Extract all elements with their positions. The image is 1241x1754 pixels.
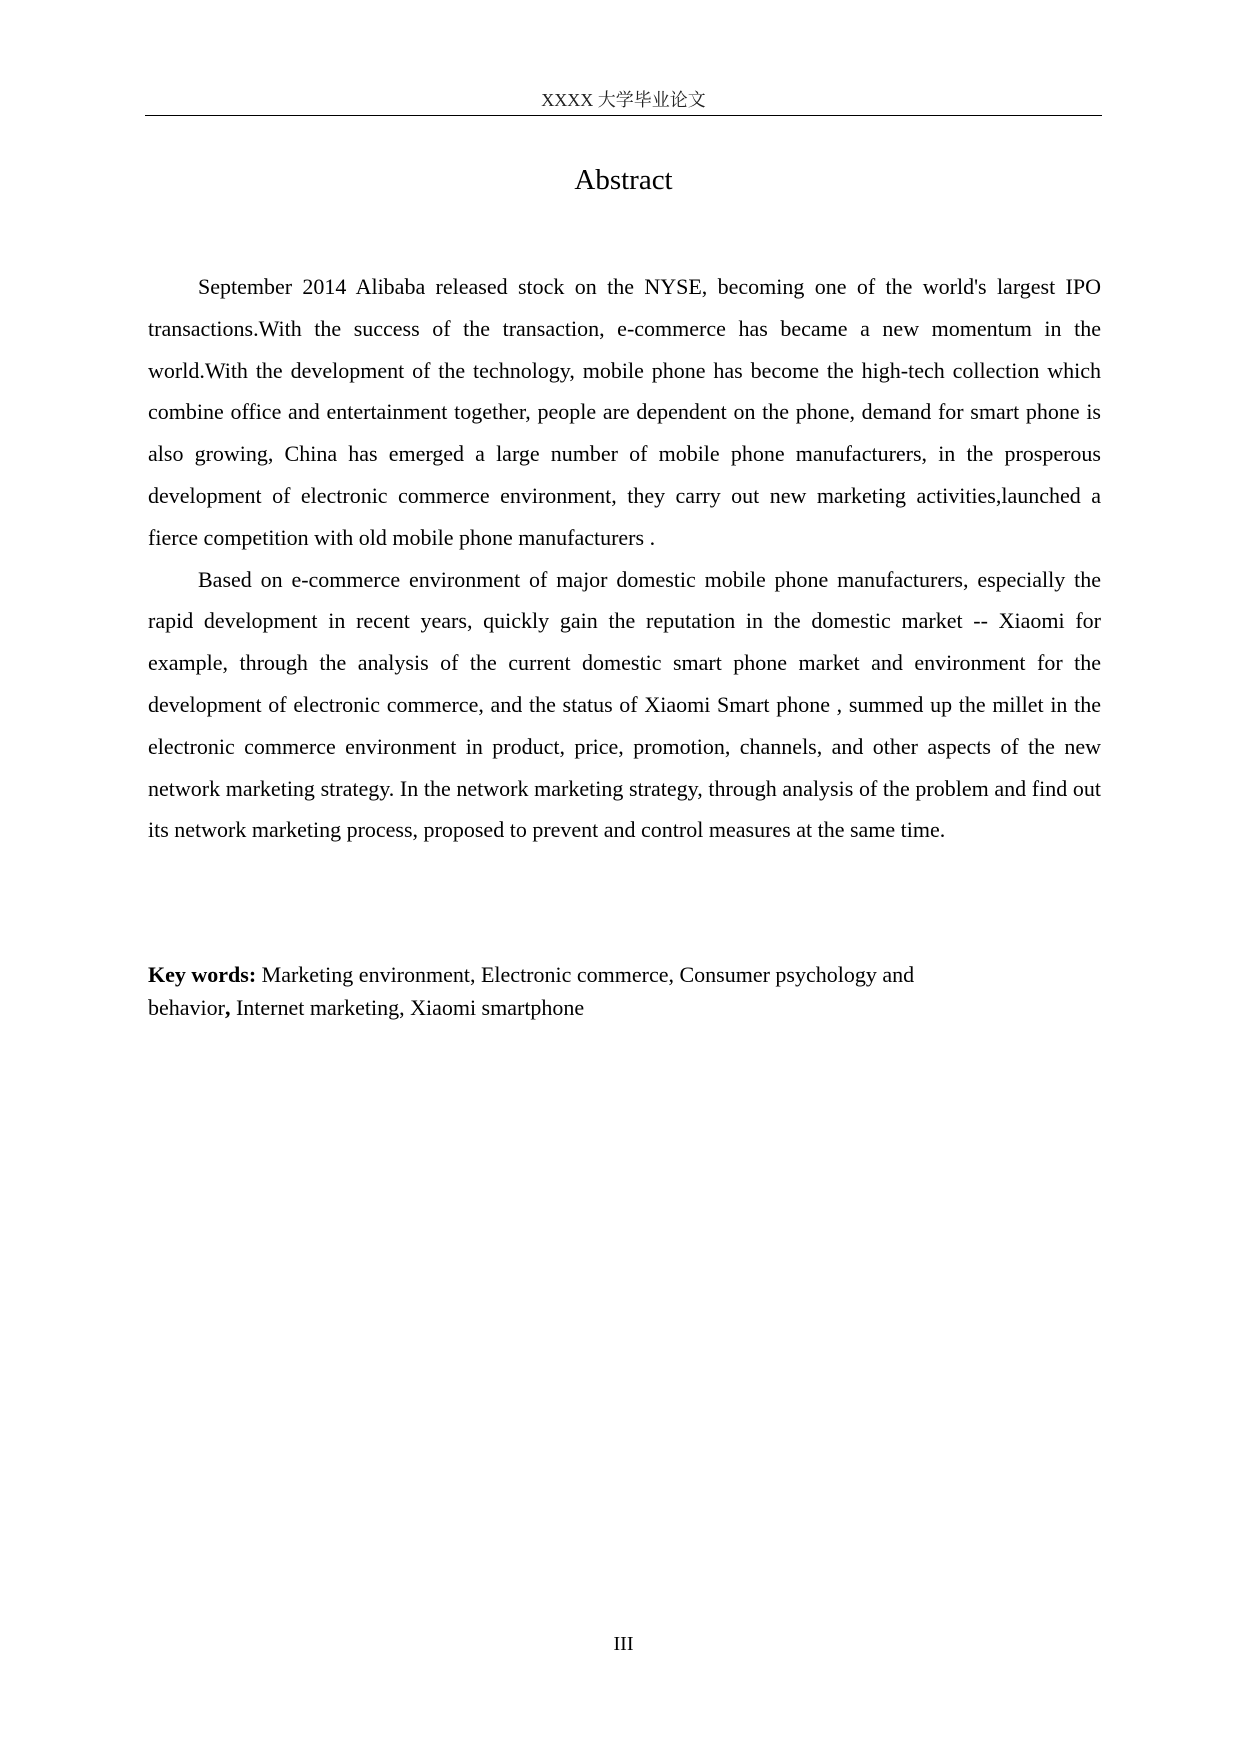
keywords-line-1: Marketing environment, Electronic commerce, Consumer psychology and <box>261 962 915 987</box>
header-text: XXXX 大学毕业论文 <box>541 90 706 110</box>
keywords-line-2a: behavior <box>148 995 225 1020</box>
keywords-bold-comma: , <box>224 995 231 1020</box>
abstract-paragraph-1: September 2014 Alibaba released stock on the NYSE, becoming one of the world's largest IPO transactions.With the success of the transaction, e-commerce has became a new momentum in the world.With the development of the technology, mobile phone has become the high-tech collection which combine office and entertainment together, people are dependent on the phone, demand for smart phone is also growing, China has emerged a large number of mobile phone manufacturers, in the prosperous development of electronic commerce environment, they carry out new marketing activities,launched a fierce competition with old mobile phone manufacturers . <box>148 274 1101 550</box>
abstract-paragraph-2: Based on e-commerce environment of major domestic mobile phone manufacturers, especially the rapid development in recent years, quickly gain the reputation in the domestic market -- Xiaomi for example, through the analysis of the current domestic smart phone market and environment for the development of electronic commerce, and the status of Xiaomi Smart phone , summed up the millet in the electronic commerce environment in product, price, promotion, channels, and other aspects of the new network marketing strategy. In the network marketing strategy, through analysis of the problem and find out its network marketing process, proposed to prevent and control measures at the same time. <box>148 566 1101 843</box>
page-header <box>145 85 1102 116</box>
abstract-body <box>148 266 1101 851</box>
keywords-line-2b: Internet marketing, Xiaomi smartphone <box>230 995 585 1020</box>
abstract-title: Abstract <box>574 164 673 196</box>
page-number: III <box>613 1633 634 1655</box>
keywords-block <box>148 958 1101 1024</box>
keywords-label: Key words: <box>148 962 257 987</box>
